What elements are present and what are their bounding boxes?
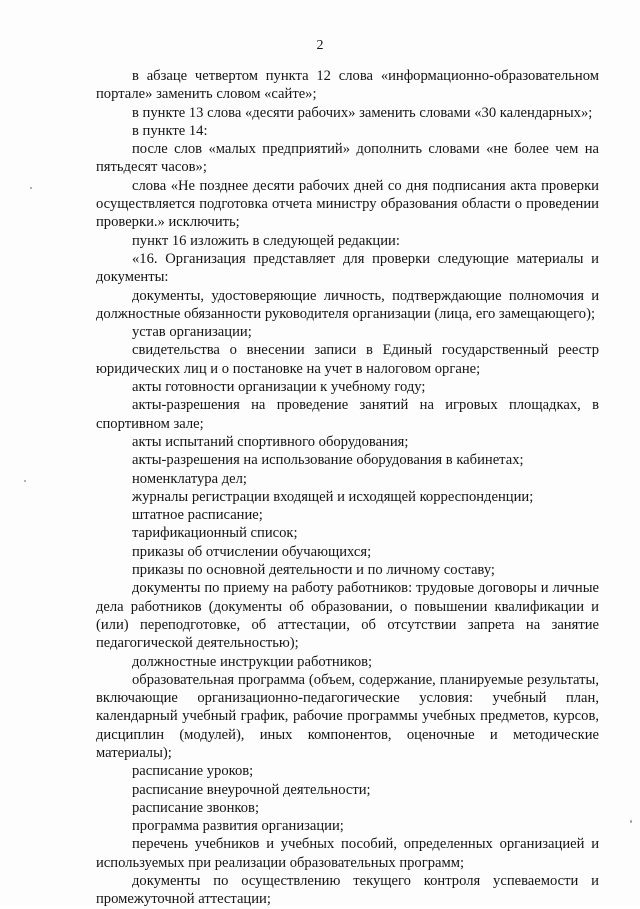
paragraph: пункт 16 изложить в следующей редакции:: [132, 232, 400, 249]
page-number: 2: [316, 38, 324, 53]
paragraph: слова «Не позднее десяти рабочих дней со дня подписания акта проверки осуществляется подготовка отчета министру образования области о проведении проверки.» исключить;: [96, 177, 599, 231]
paragraph: устав организации;: [132, 324, 252, 341]
paragraph: образовательная программа (объем, содержание, планируемые результаты, включающие организационно-педагогические условия: учебный план, календарный учебный график, рабочие программы учебных предметов, курсов, дисциплин (модулей), иных компонентов, оценочные и методические материалы);: [96, 671, 599, 761]
scan-speck: [30, 187, 32, 189]
paragraph: штатное расписание;: [132, 507, 263, 524]
paragraph: перечень учебников и учебных пособий, определенных организацией и используемых при реализации образовательных программ;: [96, 836, 599, 871]
paragraph: в пункте 14:: [132, 122, 208, 139]
paragraph: документы по осуществлению текущего контроля успеваемости и промежуточной аттестации;: [96, 873, 599, 908]
paragraph: расписание внеурочной деятельности;: [132, 781, 371, 798]
scan-speck: [24, 480, 26, 482]
paragraph: свидетельства о внесении записи в Единый государственный реестр юридических лиц и о постановке на учет в налоговом органе;: [96, 342, 599, 377]
paragraph: журналы регистрации входящей и исходящей корреспонденции;: [132, 488, 534, 505]
paragraph: расписание уроков;: [132, 763, 254, 780]
scan-speck: [630, 820, 632, 823]
paragraph: должностные инструкции работников;: [132, 653, 373, 670]
paragraph: приказы по основной деятельности и по личному составу;: [132, 562, 495, 579]
paragraph: приказы об отчислении обучающихся;: [132, 543, 372, 560]
paragraph: тарификационный список;: [132, 525, 298, 542]
paragraph: «16. Организация представляет для проверки следующие материалы и документы:: [96, 250, 599, 286]
paragraph: акты-разрешения на проведение занятий на игровых площадках, в спортивном зале;: [96, 397, 599, 432]
paragraph: после слов «малых предприятий» дополнить словами «не более чем на пятьдесят часов»;: [96, 141, 599, 176]
paragraph: акты-разрешения на использование оборудования в кабинетах;: [132, 452, 524, 469]
paragraph: номенклатура дел;: [132, 470, 247, 487]
paragraph: акты готовности организации к учебному году;: [132, 379, 426, 396]
paragraph: документы, удостоверяющие личность, подтверждающие полномочия и должностные обязанности руководителя организации (лица, его замещающего);: [96, 287, 599, 322]
paragraph: в абзаце четвертом пункта 12 слова «информационно-образовательном портале» заменить словом «сайте»;: [96, 68, 599, 103]
paragraph: акты испытаний спортивного оборудования;: [132, 433, 409, 450]
paragraph: в пункте 13 слова «десяти рабочих» заменить словами «30 календарных»;: [132, 104, 593, 121]
paragraph: расписание звонков;: [132, 799, 260, 816]
document-body: [96, 67, 599, 909]
paragraph: программа развития организации;: [132, 818, 344, 835]
paragraph: документы по приему на работу работников: трудовые договоры и личные дела работников (документы об образовании, о повышении квалификации и (или) переподготовке, об аттестации, об отсутствии запрета на занятие педагогической деятельностью);: [96, 580, 599, 652]
